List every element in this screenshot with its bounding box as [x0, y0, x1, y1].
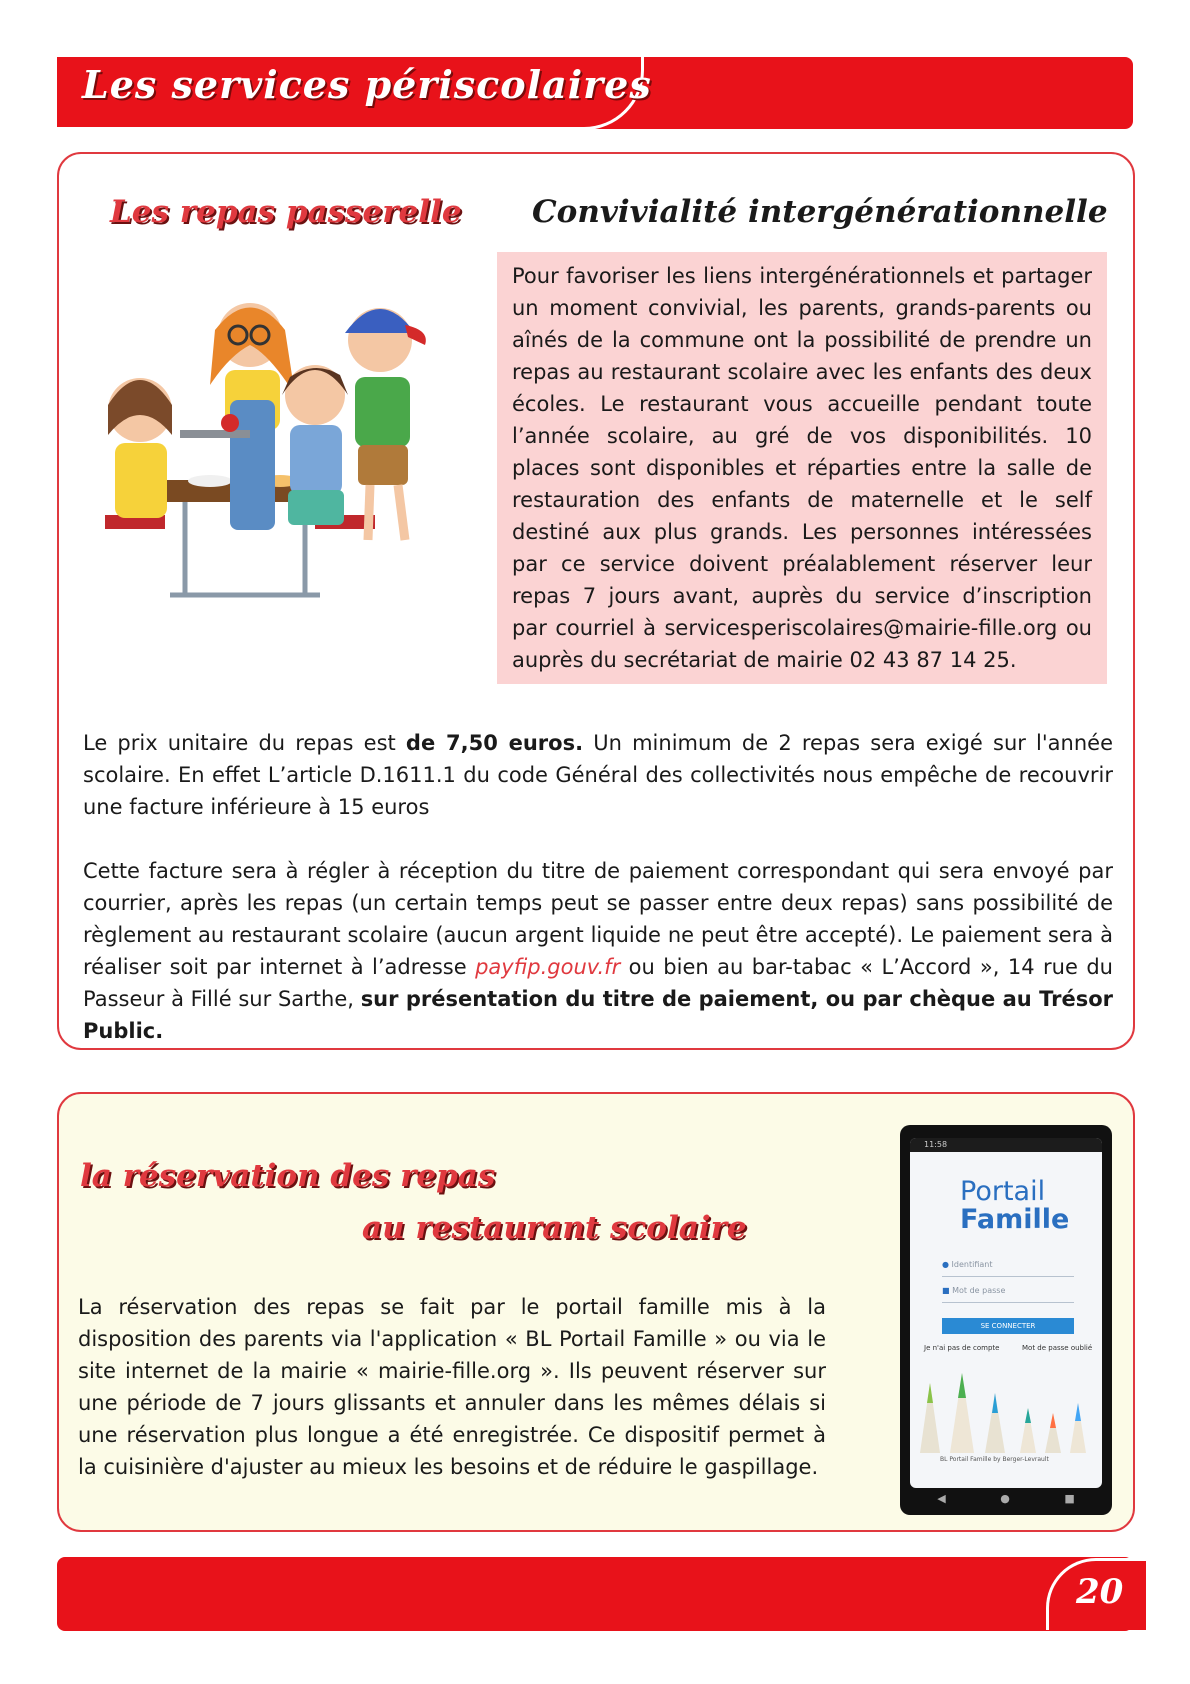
plate-left	[188, 475, 232, 487]
girl-left-dress	[115, 443, 167, 518]
pencil-4-tip	[1025, 1408, 1031, 1423]
section-title-repas-passerelle: Les repas passerelle	[110, 194, 462, 230]
lock-icon: ■	[942, 1286, 950, 1295]
boy-leg-right	[398, 485, 405, 540]
phone-status-time: 11:58	[924, 1140, 948, 1149]
recent-apps-icon[interactable]: ■	[1064, 1491, 1075, 1505]
payfip-link[interactable]: payfip.gouv.fr	[475, 955, 621, 979]
phone-password-field[interactable]	[942, 1286, 1074, 1303]
canteen-children-illustration	[70, 285, 470, 635]
phone-status-bar	[910, 1138, 1102, 1152]
girl-right-shirt	[290, 425, 342, 495]
section-title-reservation-line2: au restaurant scolaire	[362, 1210, 747, 1246]
page-number: 20	[1076, 1572, 1124, 1612]
price-text-start: Le prix unitaire du repas est	[83, 731, 406, 755]
intro-paragraph: Pour favoriser les liens intergénérationnels et partager un moment convivial, les parents, grands-parents ou aînés de la commune ont la possibilité de prendre un repas au restaurant scolaire avec les enfants des deux écoles. Le restaurant vous accueille pendant toute l’année scolaire, au gré de vos disponibilités. 10 places sont disponibles et réparties entre la salle de restauration des enfants de maternelle et le self destiné aux plus grands. Les personnes intéressées par ce service doivent préalablement réserver leur repas 7 jours avant, auprès du service d’inscription par courriel à servicesperiscolaires@mairie-fille.org ou auprès du secrétariat de mairie 02 43 87 14 25.	[512, 264, 1092, 672]
pencils-illustration	[910, 1363, 1102, 1453]
phone-pw-placeholder: Mot de passe	[952, 1286, 1006, 1295]
app-title-portail: Portail	[960, 1176, 1046, 1207]
phone-no-account-link[interactable]: Je n'ai pas de compte	[924, 1344, 1000, 1352]
user-icon: ●	[942, 1260, 949, 1269]
boy-cap	[345, 309, 415, 333]
boy-leg-left	[368, 485, 370, 540]
app-title-famille: Famille	[960, 1204, 1070, 1235]
apple	[221, 414, 239, 432]
pencil-2-tip	[958, 1373, 966, 1398]
phone-footer-text: BL Portail Famille by Berger-Levrault	[940, 1456, 1049, 1463]
phone-forgot-password-link[interactable]: Mot de passe oublié	[1022, 1344, 1093, 1352]
food-tray	[180, 430, 250, 438]
price-amount: de 7,50 euros.	[405, 731, 584, 755]
phone-connect-button[interactable]: SE CONNECTER	[942, 1318, 1074, 1334]
phone-id-placeholder: Identifiant	[951, 1260, 993, 1269]
phone-screen	[910, 1138, 1102, 1488]
boy-shorts	[358, 445, 408, 485]
pencil-1-tip	[927, 1383, 933, 1403]
payment-text-bold: sur présentation du titre de paiement, ou par chèque au Trésor Public.	[83, 987, 1113, 1043]
boy-shirt	[355, 377, 410, 447]
section-title-reservation-line1: la réservation des repas	[80, 1158, 496, 1194]
payment-text-start: Cette facture sera à régler à réception du titre de paiement correspondant qui sera envoyé par courrier, après les repas (un certain temps peut se passer entre deux repas) sans possibilité de règlement au restaurant scolaire (aucun argent liquide ne peut être accepté). Le paiement sera à réaliser soit par internet à l’adresse	[83, 859, 1113, 979]
girl-right-skirt	[288, 490, 344, 525]
home-icon[interactable]: ●	[1000, 1491, 1010, 1505]
section-subtitle-convivialite: Convivialité intergénérationnelle	[532, 194, 1108, 230]
payment-paragraph	[83, 855, 1113, 1047]
reservation-paragraph: La réservation des repas se fait par le portail famille mis à la disposition des parents via l'application « BL Portail Famille » ou via le site internet de la mairie « mairie-fille.org ». Ils peuvent réserver sur une période de 7 jours glissants et annuler dans les mêmes délais si une réservation plus longue a été enregistrée. Ce dispositif permet à la cuisinière d'ajuster au mieux les besoins et de réduire le gaspillage.	[78, 1295, 826, 1479]
phone-id-field[interactable]	[942, 1260, 1074, 1277]
phone-nav-bar	[910, 1488, 1102, 1508]
footer-band	[57, 1557, 1133, 1631]
pencil-6-tip	[1075, 1403, 1081, 1421]
back-icon[interactable]: ◀	[937, 1491, 946, 1505]
pencil-5-tip	[1050, 1413, 1056, 1428]
page-title: Les services périscolaires	[82, 62, 652, 107]
price-paragraph	[83, 727, 1113, 823]
pencil-3-tip	[992, 1393, 998, 1413]
price-text-end: Un minimum de 2 repas sera exigé sur l'année scolaire. En effet L’article D.1611.1 du code Général des collectivités nous empêche de recouvrir une facture inférieure à 15 euros	[83, 731, 1113, 819]
payment-text-middle: ou bien au bar-tabac « L’Accord », 14 rue du Passeur à Fillé sur Sarthe,	[83, 955, 1113, 1011]
